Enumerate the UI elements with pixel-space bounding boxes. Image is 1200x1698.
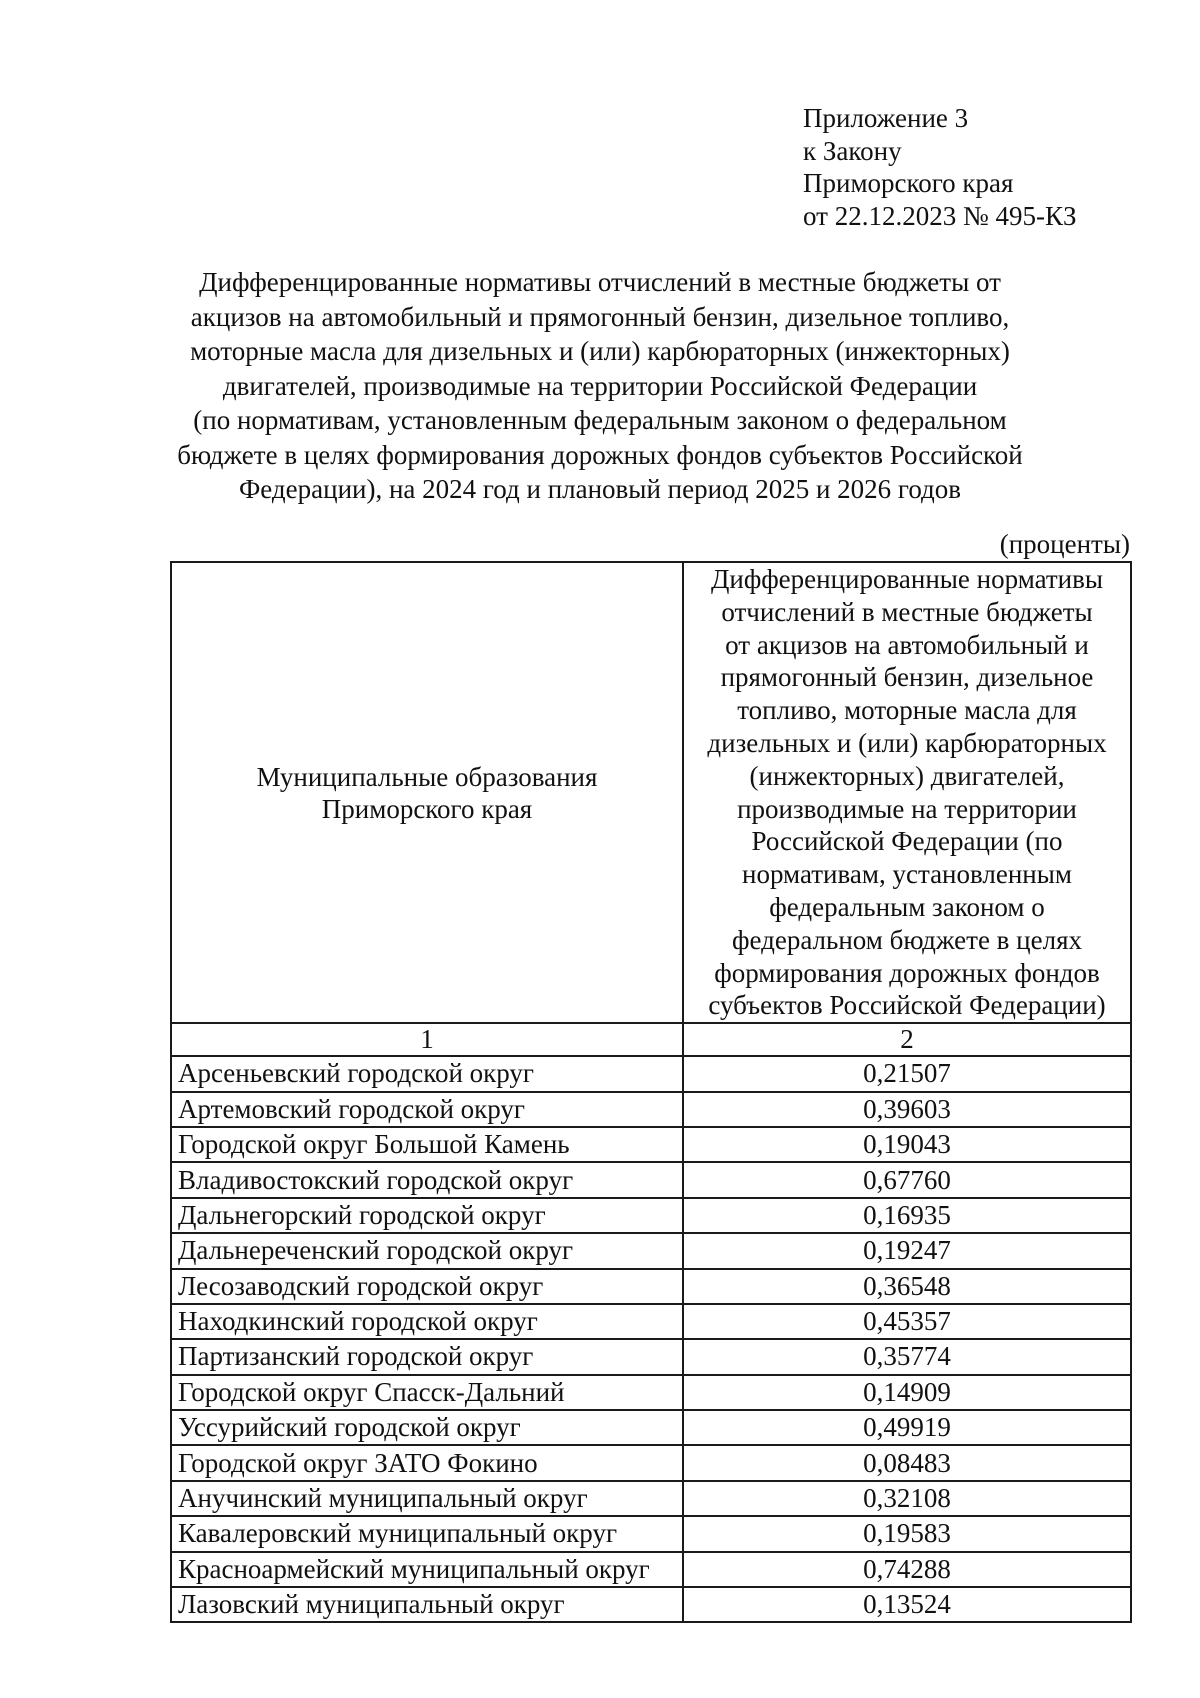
column-number-row [171, 1023, 1131, 1056]
table-row [171, 1269, 1131, 1304]
title-line: бюджете в целях формирования дорожных фондов субъектов Российской [177, 439, 1023, 470]
norm-value: 0,16935 [683, 1198, 1131, 1233]
column-number: 2 [683, 1023, 1131, 1056]
norm-value: 0,14909 [683, 1375, 1131, 1410]
table-header-row [171, 562, 1131, 1023]
municipality-name: Находкинский городской округ [171, 1304, 683, 1339]
header-norms: Дифференцированные нормативы отчислений в местные бюджеты от акцизов на автомобильный и прямогонный бензин, дизельное топливо, моторные масла для дизельных и (или) карбюраторных (инжекторных) двигателей, производимые на территории Российской Федерации (по нормативам, установленным федеральным законом о федеральном бюджете в целях формирования дорожных фондов субъектов Российской Федерации) [683, 562, 1131, 1023]
norm-value: 0,08483 [683, 1445, 1131, 1480]
municipality-name: Городской округ ЗАТО Фокино [171, 1445, 683, 1480]
norm-value: 0,45357 [683, 1304, 1131, 1339]
norm-value: 0,19247 [683, 1233, 1131, 1268]
annex-number: Приложение 3 [803, 103, 969, 133]
table-row [171, 1233, 1131, 1268]
table-row [171, 1587, 1131, 1622]
municipality-name: Городской округ Спасск-Дальний [171, 1375, 683, 1410]
table-row [171, 1481, 1131, 1516]
norm-value: 0,67760 [683, 1162, 1131, 1197]
norm-value: 0,13524 [683, 1587, 1131, 1622]
norm-value: 0,21507 [683, 1056, 1131, 1091]
table-row [171, 1056, 1131, 1091]
norms-table [170, 561, 1132, 1623]
title-line: моторные масла для дизельных и (или) карбюраторных (инжекторных) [190, 336, 1010, 366]
units-label: (проценты) [999, 529, 1130, 559]
municipality-name: Партизанский городской округ [171, 1339, 683, 1374]
norm-value: 0,19043 [683, 1127, 1131, 1162]
table-row [171, 1375, 1131, 1410]
table-row [171, 1304, 1131, 1339]
municipality-name: Анучинский муниципальный округ [171, 1481, 683, 1516]
municipality-name: Лесозаводский городской округ [171, 1269, 683, 1304]
municipality-name: Городской округ Большой Камень [171, 1127, 683, 1162]
norm-value: 0,39603 [683, 1092, 1131, 1127]
annex-block [803, 102, 1076, 232]
municipality-name: Арсеньевский городской округ [171, 1056, 683, 1091]
table-row [171, 1162, 1131, 1197]
norm-value: 0,19583 [683, 1516, 1131, 1551]
norm-value: 0,49919 [683, 1410, 1131, 1445]
header-municipalities: Муниципальные образования Приморского края [171, 562, 683, 1023]
annex-law-ref: к Закону [803, 135, 902, 166]
table-row [171, 1198, 1131, 1233]
title-line: Дифференцированные нормативы отчислений в местные бюджеты от [199, 267, 1001, 297]
norm-value: 0,74288 [683, 1552, 1131, 1587]
table-row [171, 1552, 1131, 1587]
title-line: двигателей, производимые на территории Российской Федерации [222, 370, 978, 401]
table-row [171, 1339, 1131, 1374]
municipality-name: Дальнереченский городской округ [171, 1233, 683, 1268]
municipality-name: Артемовский городской округ [171, 1092, 683, 1127]
annex-date-number: от 22.12.2023 № 495-КЗ [803, 200, 1077, 231]
title-line: (по нормативам, установленным федеральным законом о федеральном [193, 405, 1007, 435]
municipality-name: Уссурийский городской округ [171, 1410, 683, 1445]
column-number: 1 [171, 1023, 683, 1056]
title-line: акцизов на автомобильный и прямогонный бензин, дизельное топливо, [190, 301, 1010, 332]
norm-value: 0,32108 [683, 1481, 1131, 1516]
municipality-name: Кавалеровский муниципальный округ [171, 1516, 683, 1551]
annex-region: Приморского края [803, 168, 1014, 198]
document-title [150, 265, 1050, 507]
municipality-name: Дальнегорский городской округ [171, 1198, 683, 1233]
title-line: Федерации), на 2024 год и плановый период 2025 и 2026 годов [238, 474, 962, 504]
table-row [171, 1127, 1131, 1162]
table-row [171, 1092, 1131, 1127]
table-row [171, 1410, 1131, 1445]
table-row [171, 1445, 1131, 1480]
municipality-name: Владивостокский городской округ [171, 1162, 683, 1197]
norm-value: 0,35774 [683, 1339, 1131, 1374]
municipality-name: Лазовский муниципальный округ [171, 1587, 683, 1622]
municipality-name: Красноармейский муниципальный округ [171, 1552, 683, 1587]
norm-value: 0,36548 [683, 1269, 1131, 1304]
table-row [171, 1516, 1131, 1551]
